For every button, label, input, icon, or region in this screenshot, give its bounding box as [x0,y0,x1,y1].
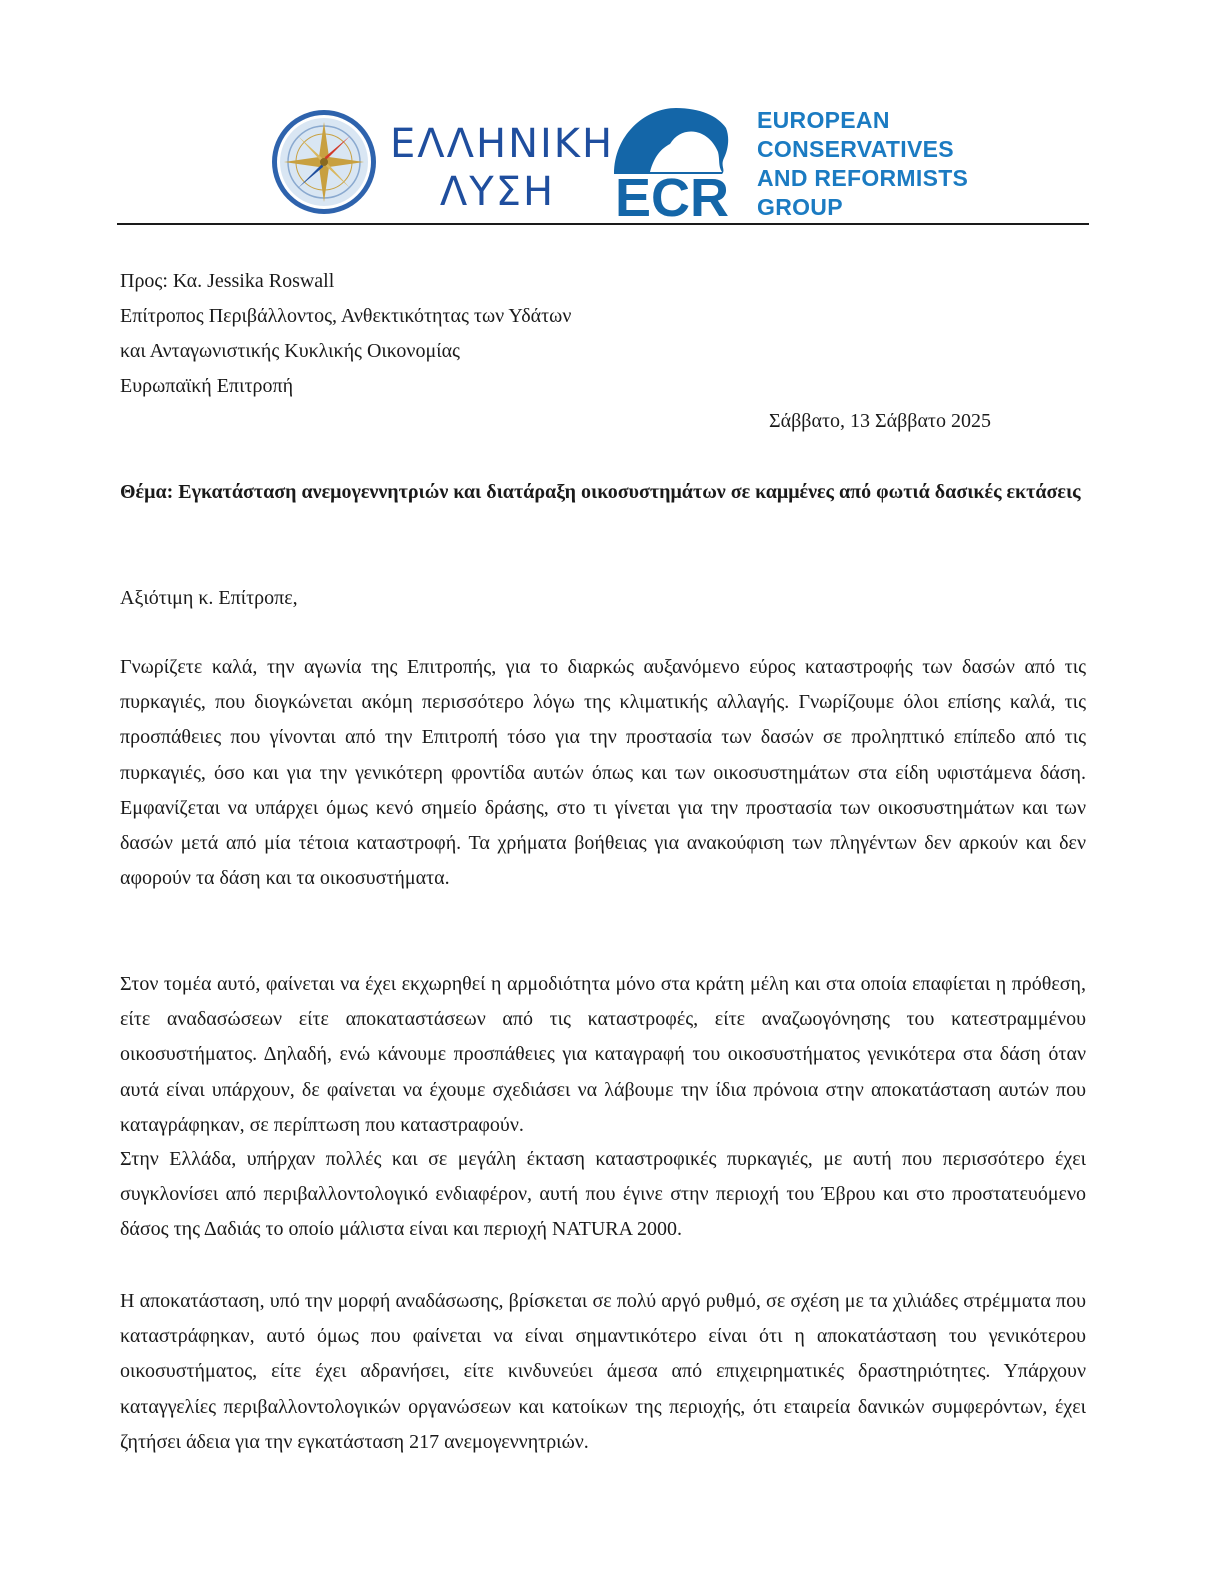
ecr-line-3: AND REFORMISTS [757,165,969,191]
letterhead [0,0,1229,232]
party-name-line1: ΕΛΛΗΝΙΚΗ [390,121,615,167]
ecr-line-2: CONSERVATIVES [757,136,954,162]
recipient-line-4: Ευρωπαϊκή Επιτροπή [120,375,294,397]
salutation: Αξιότιμη κ. Επίτροπε, [120,587,298,609]
ecr-mark-text: ECR [614,168,730,222]
subject-line: Θέμα: Εγκατάσταση ανεμογεννητριών και διατάραξη οικοσυστημάτων σε καμμένες από φωτιά δασικές εκτάσεις [120,481,1081,503]
compass-logo-icon [270,108,378,216]
recipient-line-1: Προς: Κα. Jessika Roswall [120,270,335,292]
body-paragraph-2: Στον τομέα αυτό, φαίνεται να έχει εκχωρηθεί η αρμοδιότητα μόνο στα κράτη μέλη και στα οποία επαφίεται η πρόθεση, είτε αναδασώσεων είτε αποκαταστάσεων από τις καταστροφές, είτε αναζωογόνησης του κατεστραμμένου οικοσυστήματος. Δηλαδή, ενώ κάνουμε προσπάθειες για καταγραφή του οικοσυστήματος γενικότερα στα δάση όταν αυτά είναι υπάρχουν, δε φαίνεται να έχουμε σχεδιάσει να λάβουμε την ίδια πρόνοια στην αποκατάσταση αυτών που καταγράφηκαν, σε περίπτωση που καταστραφούν. [120,973,1086,1136]
party-name-line2: ΛΥΣΗ [439,169,556,215]
ecr-logo-icon [610,104,735,222]
header-divider [117,223,1089,225]
recipient-line-3: και Ανταγωνιστικής Κυκλικής Οικονομίας [120,340,460,362]
recipient-block [120,264,571,404]
ecr-line-4: GROUP [757,194,843,220]
ecr-group-name [757,106,977,222]
letter-date: Σάββατο, 13 Σάββατο 2025 [769,410,991,432]
body-paragraph-4: Η αποκατάσταση, υπό την μορφή αναδάσωσης, βρίσκεται σε πολύ αργό ρυθμό, σε σχέση με τα χιλιάδες στρέμματα που καταστράφηκαν, αυτό όμως που φαίνεται να είναι σημαντικότερο είναι ότι η αποκατάσταση του γενικότερου οικοσυστήματος, είτε έχει αδρανήσει, είτε κινδυνεύει άμεσα από επιχειρηματικές δραστηριότητες. Υπάρχουν καταγγελίες περιβαλλοντολογικών οργανώσεων και κατοίκων της περιοχής, ότι εταιρεία δανικών συμφερόντων, έχει ζητήσει άδεια για την εγκατάσταση 217 ανεμογεννητριών. [120,1290,1086,1453]
body-paragraph-3: Στην Ελλάδα, υπήρχαν πολλές και σε μεγάλη έκταση καταστροφικές πυρκαγιές, με αυτή που περισσότερο έχει συγκλονίσει από περιβαλλοντολογικό ενδιαφέρον, αυτή που έγινε στην περιοχή του Έβρου και στο προστατευόμενο δάσος της Δαδιάς το οποίο μάλιστα είναι και περιοχή NATURA 2000. [120,1148,1086,1241]
ecr-line-1: EUROPEAN [757,107,890,133]
body-paragraph-1: Γνωρίζετε καλά, την αγωνία της Επιτροπής, για το διαρκώς αυξανόμενο εύρος καταστροφής των δασών από τις πυρκαγιές, που διογκώνεται ακόμη περισσότερο λόγω της κλιματικής αλλαγής. Γνωρίζουμε όλοι επίσης καλά, τις προσπάθειες που γίνονται από την Επιτροπή τόσο για την προστασία των δασών σε προληπτικό επίπεδο από τις πυρκαγιές, όσο και για την γενικότερη φροντίδα αυτών όπως και των οικοσυστημάτων στα είδη υφιστάμενα δάση. Εμφανίζεται να υπάρχει όμως κενό σημείο δράσης, στο τι γίνεται για την προστασία των οικοσυστημάτων και των δασών μετά από μία τέτοια καταστροφή. Τα χρήματα βοήθειας για ανακούφιση των πληγέντων δεν αρκούν και δεν αφορούν τα δάση και τα οικοσυστήματα. [120,656,1086,890]
party-name-logo [390,120,615,216]
recipient-line-2: Επίτροπος Περιβάλλοντος, Ανθεκτικότητας των Υδάτων [120,305,572,327]
